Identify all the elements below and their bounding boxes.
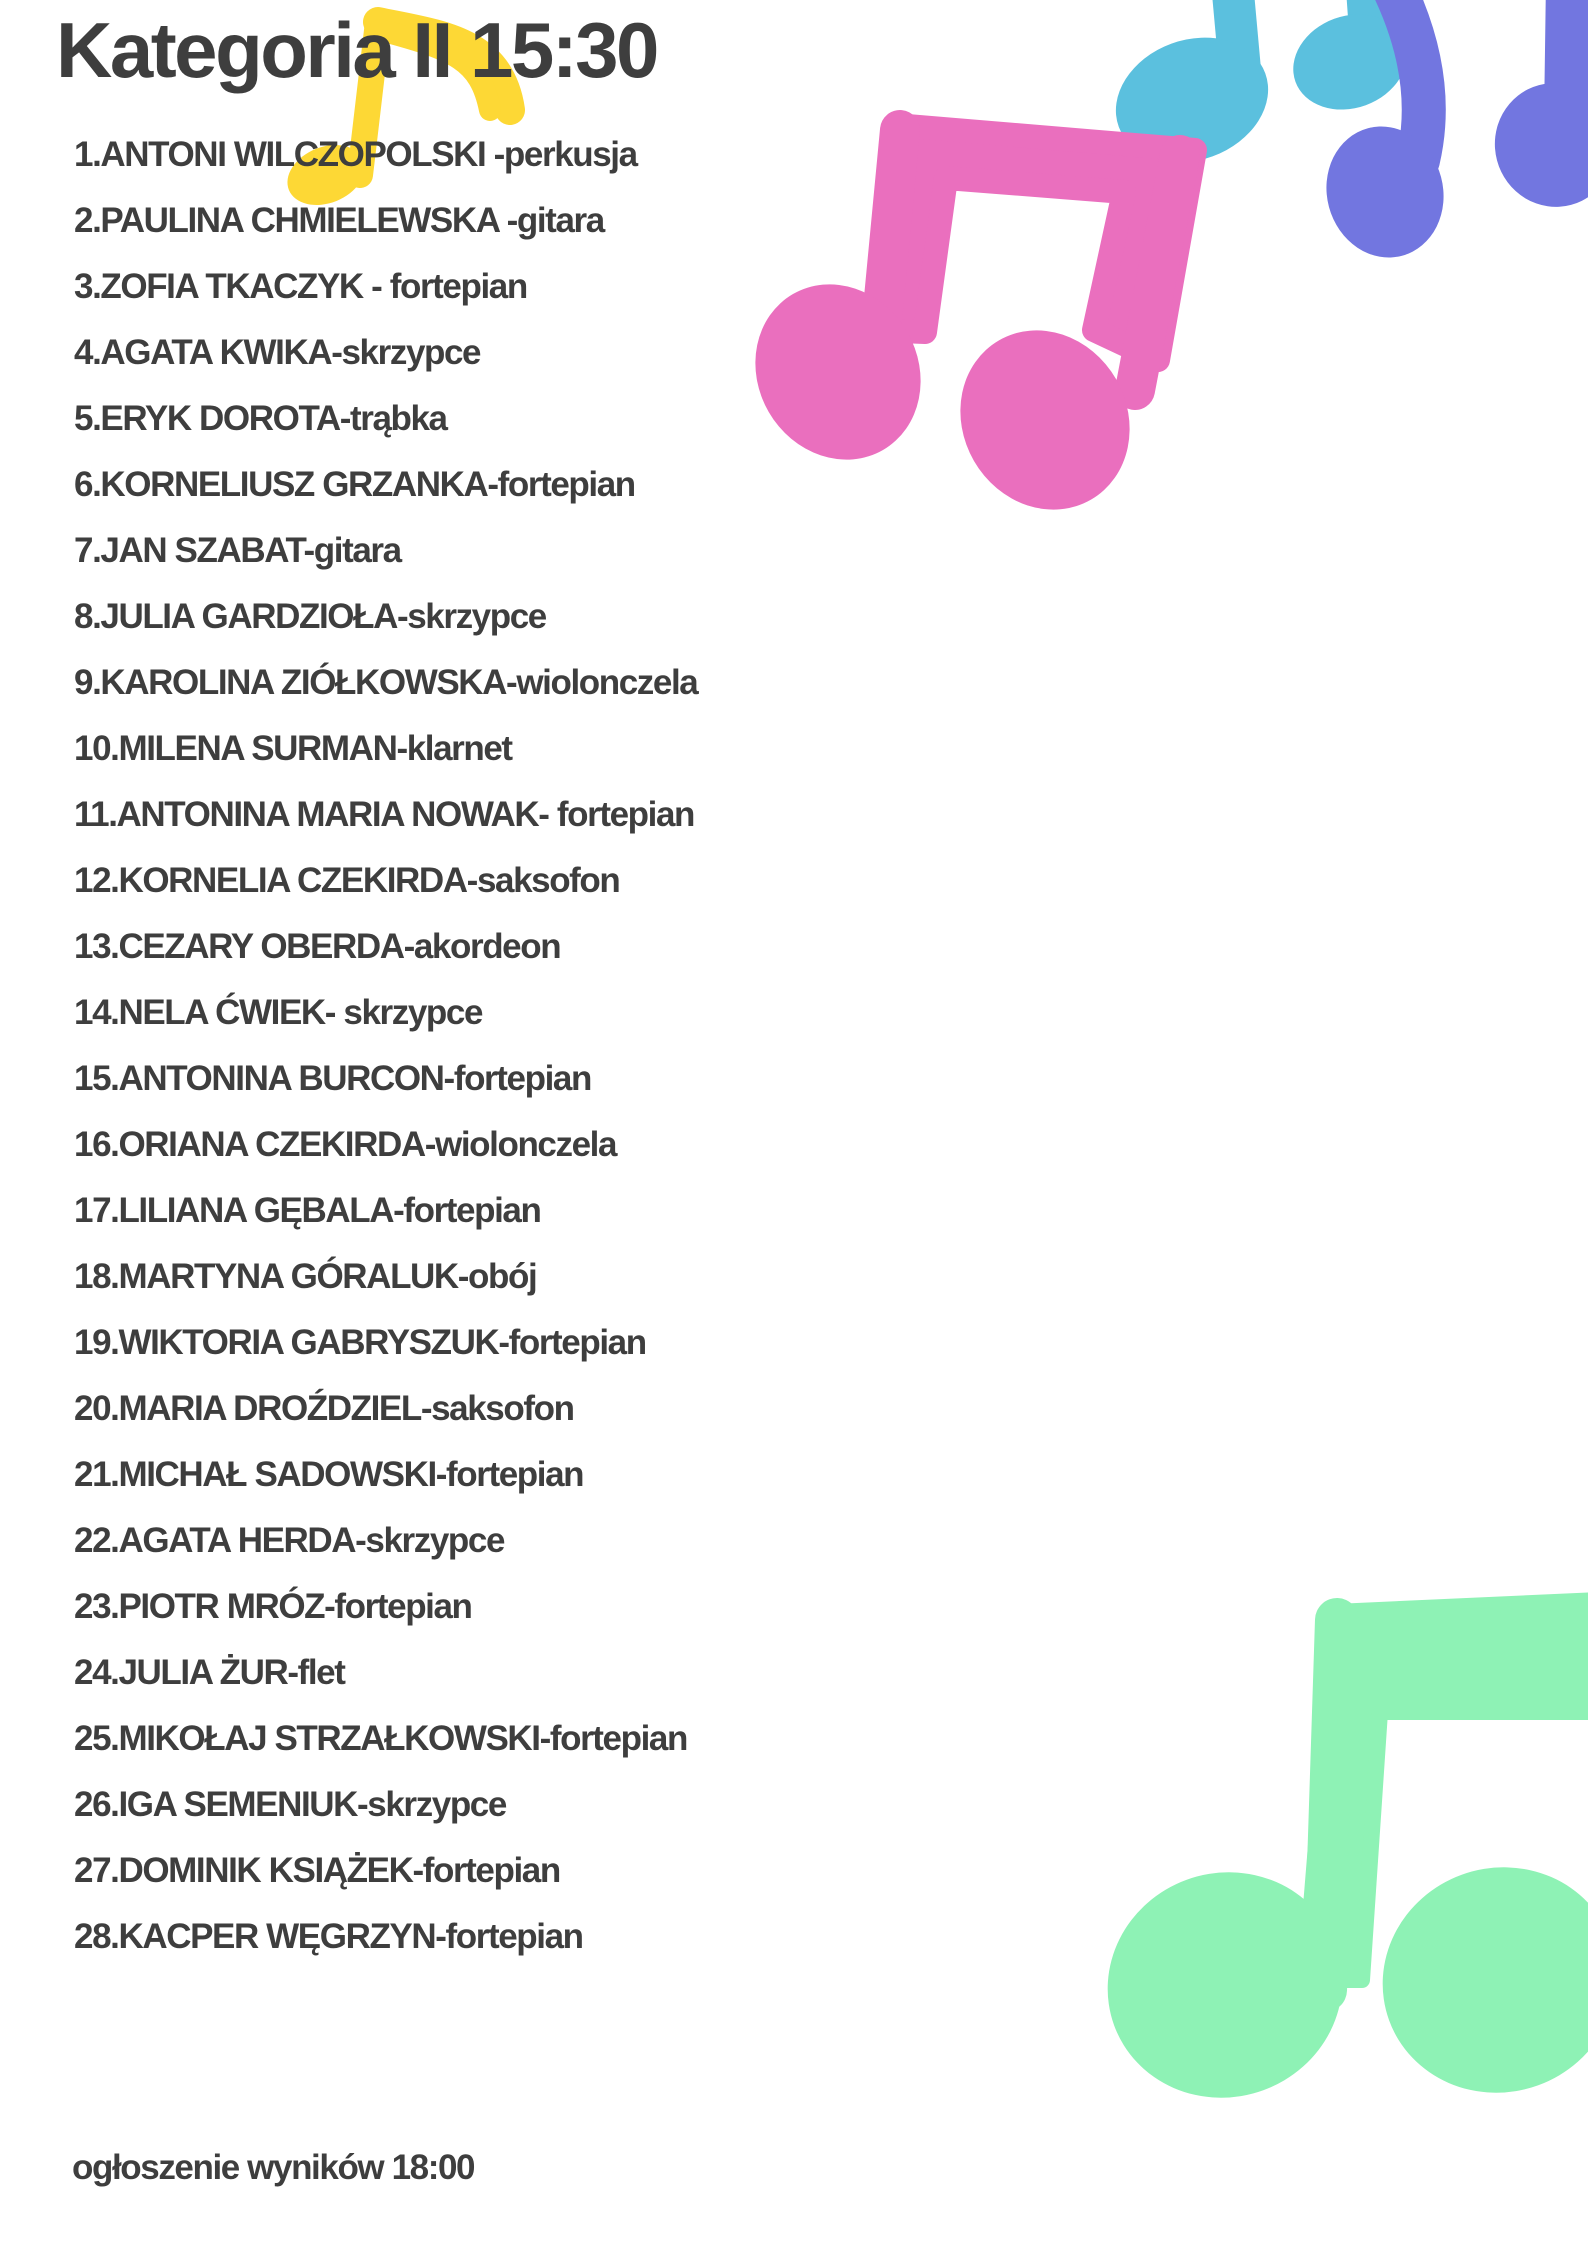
list-item: 10.MILENA SURMAN-klarnet <box>74 729 512 768</box>
list-item: 5.ERYK DOROTA-trąbka <box>74 399 447 438</box>
results-announcement: ogłoszenie wyników 18:00 <box>72 2148 475 2187</box>
list-item: 18.MARTYNA GÓRALUK-obój <box>74 1257 537 1296</box>
list-item: 15.ANTONINA BURCON-fortepian <box>74 1059 591 1098</box>
list-item: 27.DOMINIK KSIĄŻEK-fortepian <box>74 1851 560 1890</box>
list-item: 12.KORNELIA CZEKIRDA-saksofon <box>74 861 620 900</box>
list-item: 25.MIKOŁAJ STRZAŁKOWSKI-fortepian <box>74 1719 687 1758</box>
list-item: 3.ZOFIA TKACZYK - fortepian <box>74 267 527 306</box>
list-item: 23.PIOTR MRÓZ-fortepian <box>74 1587 472 1626</box>
list-item: 28.KACPER WĘGRZYN-fortepian <box>74 1917 583 1956</box>
participant-list <box>74 127 697 1975</box>
list-item: 6.KORNELIUSZ GRZANKA-fortepian <box>74 465 635 504</box>
list-item: 21.MICHAŁ SADOWSKI-fortepian <box>74 1455 584 1494</box>
list-item: 26.IGA SEMENIUK-skrzypce <box>74 1785 506 1824</box>
list-item: 14.NELA ĆWIEK- skrzypce <box>74 993 483 1032</box>
list-item: 9.KAROLINA ZIÓŁKOWSKA-wiolonczela <box>74 663 698 702</box>
list-item: 24.JULIA ŻUR-flet <box>74 1653 345 1692</box>
list-item: 11.ANTONINA MARIA NOWAK- fortepian <box>74 795 695 834</box>
page-title: Kategoria II 15:30 <box>56 6 657 94</box>
list-item: 20.MARIA DROŹDZIEL-saksofon <box>74 1389 574 1428</box>
list-item: 2.PAULINA CHMIELEWSKA -gitara <box>74 201 604 240</box>
list-item: 13.CEZARY OBERDA-akordeon <box>74 927 561 966</box>
list-item: 1.ANTONI WILCZOPOLSKI -perkusja <box>74 135 637 174</box>
list-item: 17.LILIANA GĘBALA-fortepian <box>74 1191 541 1230</box>
list-item: 8.JULIA GARDZIOŁA-skrzypce <box>74 597 546 636</box>
list-item: 19.WIKTORIA GABRYSZUK-fortepian <box>74 1323 646 1362</box>
list-item: 16.ORIANA CZEKIRDA-wiolonczela <box>74 1125 617 1164</box>
green-beamed-notes-icon <box>1076 1600 1588 2131</box>
pink-beamed-notes-icon <box>724 125 1195 541</box>
list-item: 22.AGATA HERDA-skrzypce <box>74 1521 505 1560</box>
list-item: 4.AGATA KWIKA-skrzypce <box>74 333 481 372</box>
list-item: 7.JAN SZABAT-gitara <box>74 531 401 570</box>
